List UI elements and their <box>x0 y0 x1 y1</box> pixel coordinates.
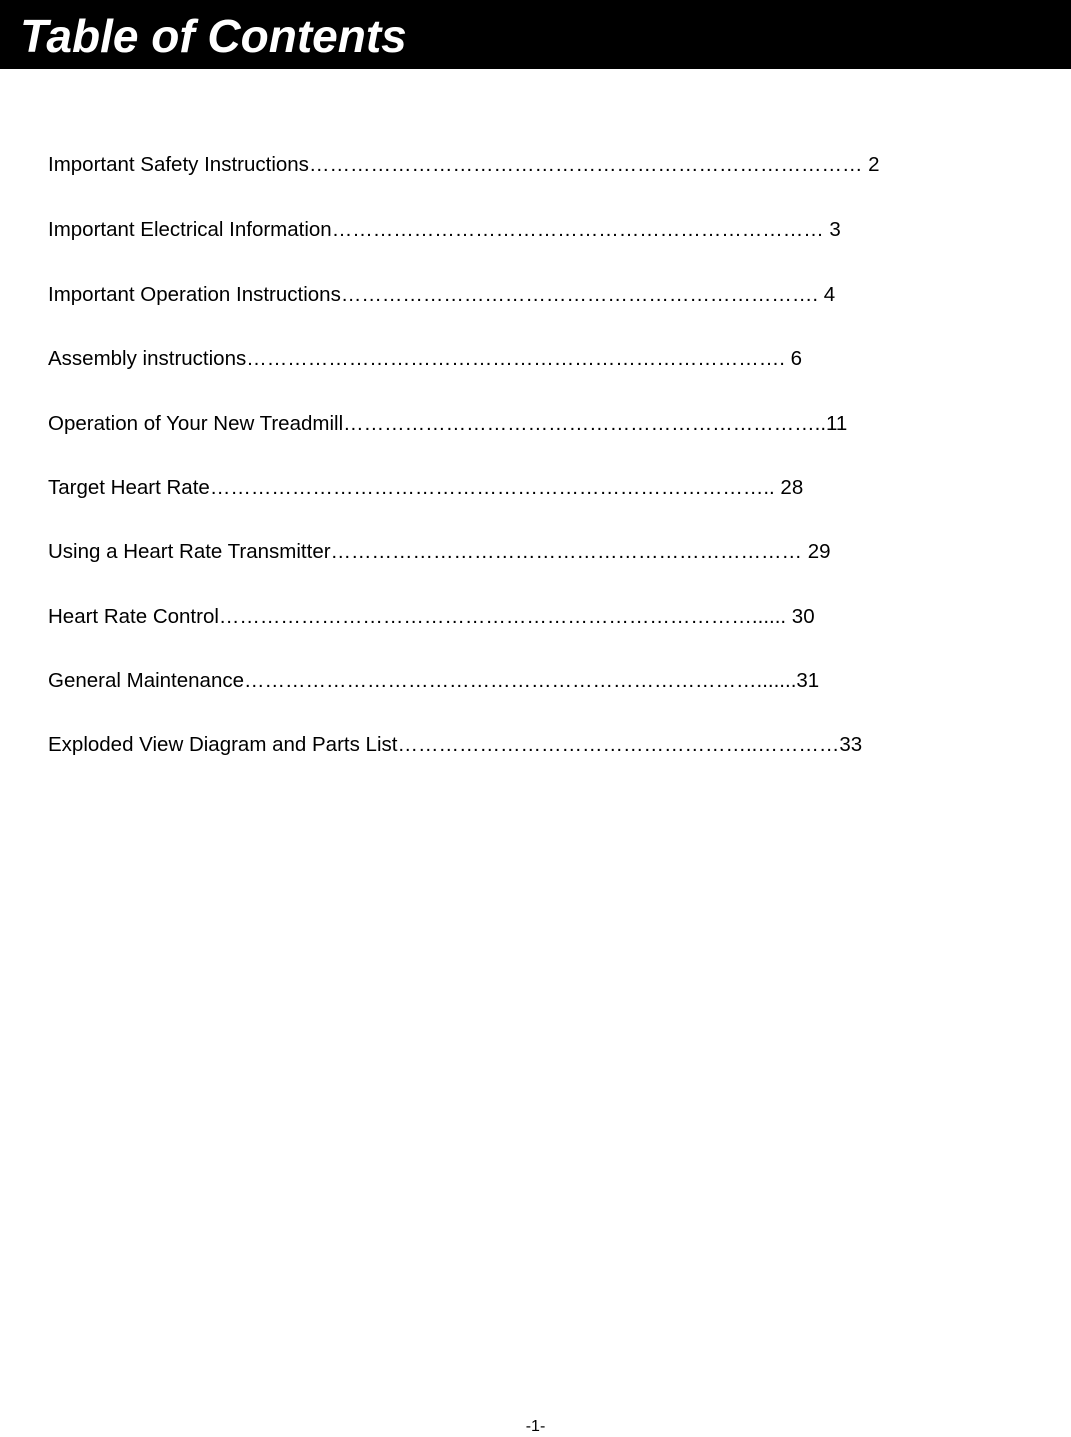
toc-entry-leader: ……………………………………………………………………… <box>308 153 863 176</box>
toc-entry-title: Assembly instructions <box>48 347 247 370</box>
toc-entry-leader: ……………………………………………………………… <box>331 218 824 241</box>
toc-entry-page: 29 <box>802 540 831 563</box>
toc-entry-page: 33 <box>839 733 863 756</box>
toc-entry-page: 2 <box>862 153 880 176</box>
page-title: Table of Contents <box>20 10 407 62</box>
page-number: -1- <box>525 1418 546 1435</box>
toc-entry-page: 4 <box>818 283 836 306</box>
toc-entry-title: Important Operation Instructions <box>48 283 341 306</box>
toc-entry[interactable] <box>48 345 802 373</box>
toc-entry-leader: ……………………………………………..………… <box>397 733 840 756</box>
toc-entry-page: 3 <box>823 218 841 241</box>
toc-entry-leader: ……………………………………………………………………. <box>246 347 785 370</box>
toc-entry-title: General Maintenance <box>48 669 245 692</box>
toc-entry[interactable] <box>48 151 880 179</box>
toc-entry-title: Important Electrical Information <box>48 218 332 241</box>
toc-entry-leader: ……………………………………………………………………...... <box>218 605 787 628</box>
toc-entry[interactable] <box>48 410 847 438</box>
toc-entry-leader: ……………………………………………………………. <box>340 283 819 306</box>
toc-entry[interactable] <box>48 603 815 631</box>
toc-entry-leader: …………………………………………………………… <box>330 540 803 563</box>
toc-entry-page: 6 <box>784 347 803 370</box>
toc-entry[interactable] <box>48 667 819 695</box>
toc-entry-title: Exploded View Diagram and Parts List <box>48 733 398 756</box>
toc-entry[interactable] <box>48 731 862 759</box>
toc-entry-page: 28 <box>774 476 804 499</box>
toc-entry-leader: …………………………………………………………….. <box>343 412 827 435</box>
toc-entry-page: 30 <box>786 605 815 628</box>
toc-entry-page: 11 <box>826 412 848 435</box>
toc-entry-title: Using a Heart Rate Transmitter <box>48 540 331 563</box>
toc-entry-title: Target Heart Rate <box>48 476 210 499</box>
toc-entry-title: Heart Rate Control <box>48 605 219 628</box>
toc-entry-title: Operation of Your New Treadmill <box>48 412 344 435</box>
toc-entry[interactable] <box>48 281 835 309</box>
toc-entry[interactable] <box>48 538 831 566</box>
toc-entry-leader: ……………………………………………………………………….. <box>209 476 775 499</box>
toc-entry[interactable] <box>48 216 841 244</box>
toc-entry-title: Important Safety Instructions <box>48 153 309 176</box>
toc-entry[interactable] <box>48 474 803 502</box>
toc-entry-page: 31 <box>796 669 820 692</box>
toc-entry-leader: …………………………………………………………………....... <box>244 669 797 692</box>
